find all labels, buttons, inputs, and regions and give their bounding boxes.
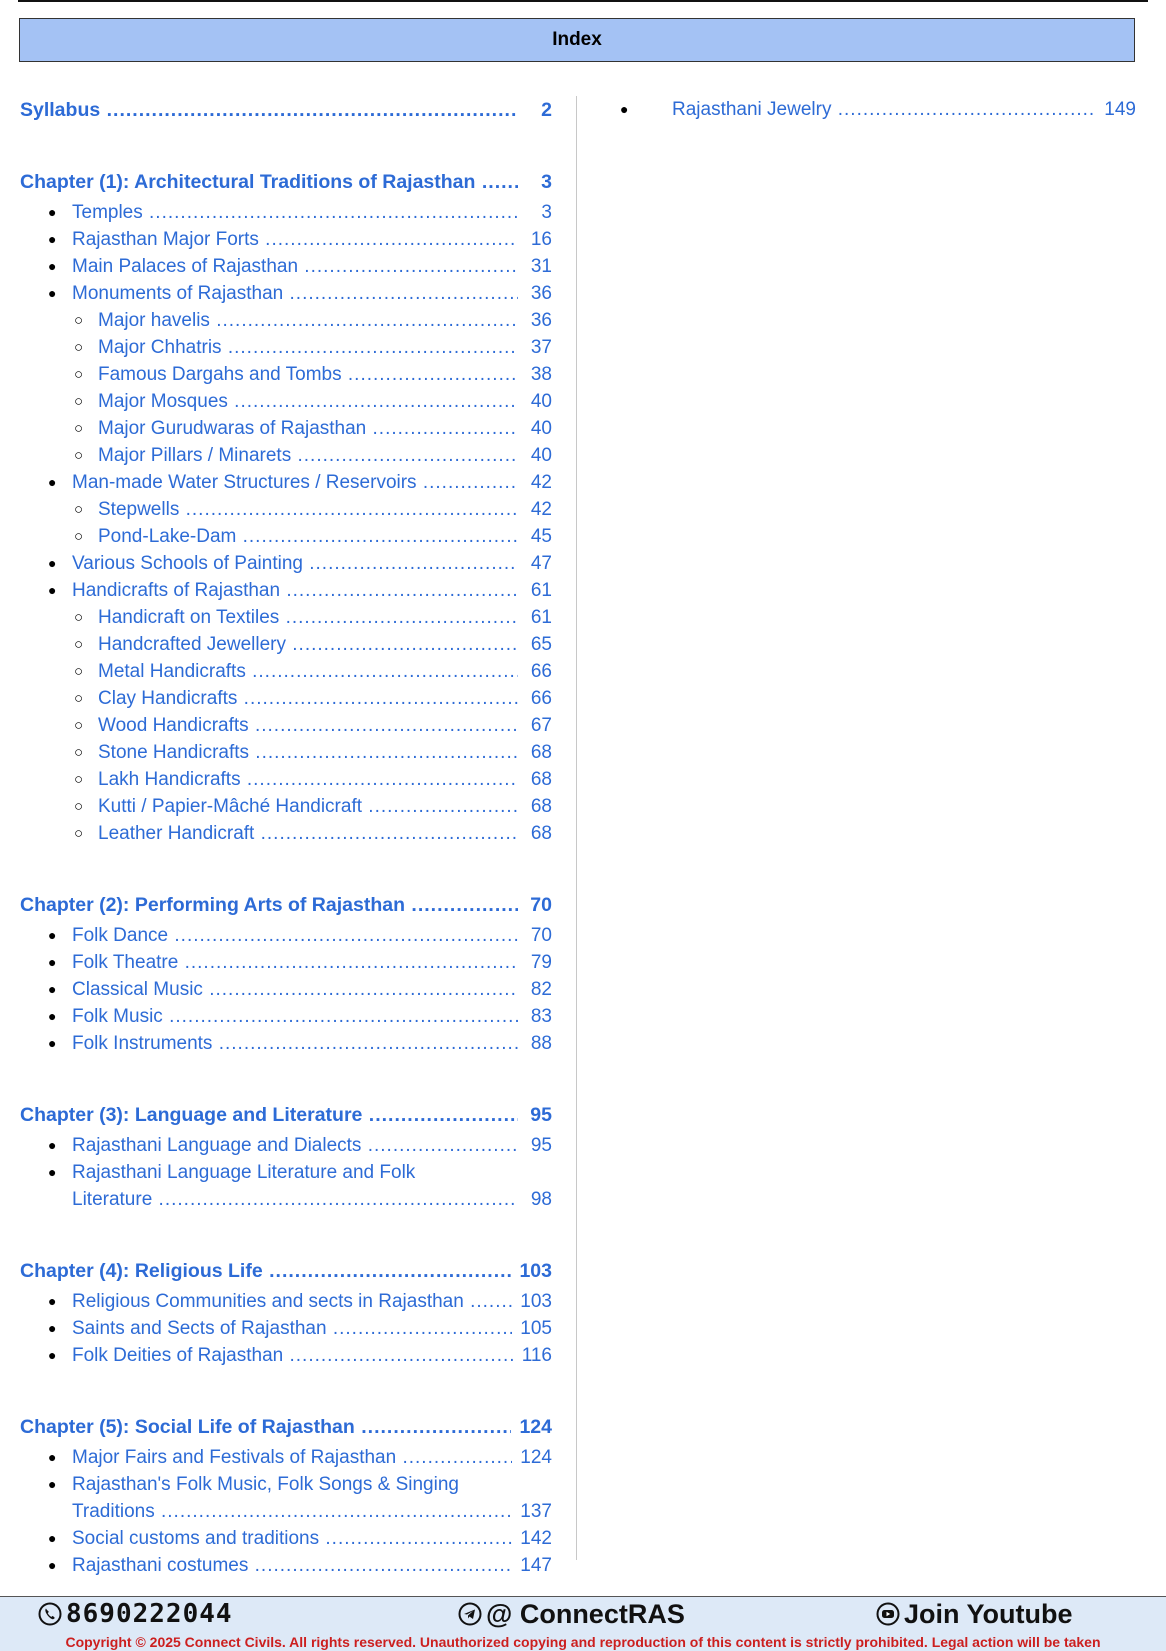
- toc-subitem[interactable]: [20, 334, 552, 361]
- toc-item[interactable]: [20, 253, 552, 280]
- bullet-icon: ●: [48, 1164, 57, 1180]
- chapter-heading[interactable]: [20, 891, 552, 919]
- page-number: 38: [530, 364, 552, 385]
- page-number: 98: [530, 1189, 552, 1210]
- toc-item[interactable]: [20, 280, 552, 307]
- toc-item[interactable]: [20, 1444, 552, 1471]
- chapter-heading[interactable]: [20, 96, 552, 124]
- bullet-icon: ●: [48, 981, 57, 997]
- entry-label: Man-made Water Structures / Reservoirs .....: [72, 469, 518, 496]
- page-number: 61: [530, 580, 552, 601]
- page-number: 68: [530, 823, 552, 844]
- page-number: 124: [519, 1416, 552, 1438]
- top-rule: [18, 0, 1148, 2]
- entry-label: Chapter (3): Language and Literature .....: [20, 1101, 518, 1129]
- entry-label: Kutti / Papier-Mâché Handicraft .....: [98, 793, 518, 820]
- page-number: 66: [530, 688, 552, 709]
- bullet-icon: ●: [620, 101, 629, 117]
- page-number: 103: [519, 1260, 552, 1282]
- entry-label: Stepwells .....: [98, 496, 518, 523]
- page-number: 124: [520, 1447, 552, 1468]
- entry-label: Saints and Sects of Rajasthan .....: [72, 1315, 512, 1342]
- page-number: 142: [520, 1528, 552, 1549]
- bullet-icon: ●: [48, 258, 57, 274]
- bullet-icon: ●: [48, 1137, 57, 1153]
- entry-label: Folk Instruments .....: [72, 1030, 518, 1057]
- entry-label: Temples .....: [72, 199, 518, 226]
- footer-telegram[interactable]: [458, 1597, 685, 1631]
- toc-item[interactable]: [20, 550, 552, 577]
- entry-label: Rajasthani costumes .....: [72, 1552, 512, 1579]
- hollow-bullet-icon: ○: [74, 447, 84, 464]
- entry-label: Handicrafts of Rajasthan .....: [72, 577, 518, 604]
- toc-item[interactable]: [20, 1132, 552, 1159]
- bullet-icon: ●: [48, 582, 57, 598]
- toc-item[interactable]: [20, 1342, 552, 1369]
- toc-subitem[interactable]: [20, 658, 552, 685]
- page-number: 3: [541, 171, 552, 193]
- hollow-bullet-icon: ○: [74, 609, 84, 626]
- page-number: 67: [530, 715, 552, 736]
- column-divider: [576, 96, 577, 1560]
- toc-item[interactable]: [20, 922, 552, 949]
- bullet-icon: ●: [48, 231, 57, 247]
- entry-label: Major havelis .....: [98, 307, 518, 334]
- entry-label: Handicraft on Textiles .....: [98, 604, 518, 631]
- page-number: 147: [520, 1555, 552, 1576]
- page-number: 65: [530, 634, 552, 655]
- phone-number: 8690222044: [66, 1599, 233, 1629]
- entry-label: Major Fairs and Festivals of Rajasthan .....: [72, 1444, 512, 1471]
- toc-item[interactable]: [20, 577, 552, 604]
- toc-item[interactable]: [20, 1288, 552, 1315]
- toc-item[interactable]: [20, 1030, 552, 1057]
- toc-subitem[interactable]: [20, 523, 552, 550]
- entry-label: Chapter (4): Religious Life .....: [20, 1257, 511, 1285]
- page-number: 137: [520, 1501, 552, 1522]
- entry-label: Major Mosques .....: [98, 388, 518, 415]
- page-number: 70: [530, 894, 552, 916]
- toc-item[interactable]: [20, 1471, 552, 1498]
- chapter-heading[interactable]: [20, 1413, 552, 1441]
- page-number: 36: [530, 310, 552, 331]
- toc-item-continuation[interactable]: [20, 1498, 552, 1525]
- hollow-bullet-icon: ○: [74, 744, 84, 761]
- entry-label: Famous Dargahs and Tombs .....: [98, 361, 518, 388]
- chapter-heading[interactable]: [20, 1257, 552, 1285]
- page-number: 105: [520, 1318, 552, 1339]
- page-number: 70: [530, 925, 552, 946]
- entry-label: Chapter (2): Performing Arts of Rajasthan .....: [20, 891, 518, 919]
- page-number: 66: [530, 661, 552, 682]
- entry-label: Monuments of Rajasthan .....: [72, 280, 518, 307]
- toc-item[interactable]: [20, 226, 552, 253]
- toc-subitem[interactable]: [20, 442, 552, 469]
- entry-label: Major Gurudwaras of Rajasthan .....: [98, 415, 518, 442]
- copyright-notice: Copyright © 2025 Connect Civils. All rights reserved. Unauthorized copying and reproduction of this content is strictly prohibited. Legal action will be taken: [65, 1634, 1101, 1650]
- toc-subitem[interactable]: [20, 604, 552, 631]
- toc-subitem[interactable]: [20, 766, 552, 793]
- page-number: 83: [530, 1006, 552, 1027]
- entry-label: Various Schools of Painting .....: [72, 550, 518, 577]
- hollow-bullet-icon: ○: [74, 420, 84, 437]
- chapter-block: [20, 1101, 552, 1213]
- entry-label: Syllabus .....: [20, 96, 518, 124]
- page-number: 79: [530, 952, 552, 973]
- hollow-bullet-icon: ○: [74, 636, 84, 653]
- toc-subitem[interactable]: [20, 739, 552, 766]
- page-number: 40: [530, 391, 552, 412]
- bullet-icon: ●: [48, 1293, 57, 1309]
- chapter-block: [20, 1257, 552, 1369]
- page-number: 31: [530, 256, 552, 277]
- toc-subitem[interactable]: [20, 631, 552, 658]
- chapter-block: [20, 96, 552, 124]
- page-number: 95: [530, 1104, 552, 1126]
- hollow-bullet-icon: ○: [74, 312, 84, 329]
- entry-label: Wood Handicrafts .....: [98, 712, 518, 739]
- hollow-bullet-icon: ○: [74, 528, 84, 545]
- hollow-bullet-icon: ○: [74, 771, 84, 788]
- telegram-handle: @ ConnectRAS: [486, 1598, 685, 1629]
- page-number: 61: [530, 607, 552, 628]
- bullet-icon: ●: [48, 555, 57, 571]
- page-number: 68: [530, 742, 552, 763]
- page-number: 40: [530, 418, 552, 439]
- youtube-label: Join Youtube: [904, 1598, 1073, 1629]
- entry-label: Folk Music .....: [72, 1003, 518, 1030]
- entry-label: Chapter (1): Architectural Traditions of Rajasthan .....: [20, 168, 518, 196]
- toc-subitem[interactable]: [20, 388, 552, 415]
- entry-label: Rajasthani Language Literature and Folk: [72, 1162, 416, 1183]
- index-header: [19, 18, 1135, 62]
- bullet-icon: ●: [48, 1476, 57, 1492]
- toc-item[interactable]: [20, 199, 552, 226]
- bullet-icon: ●: [48, 927, 57, 943]
- hollow-bullet-icon: ○: [74, 825, 84, 842]
- telegram-icon: [458, 1602, 482, 1626]
- page-number: 116: [521, 1345, 552, 1366]
- toc-item[interactable]: [20, 1315, 552, 1342]
- chapter-heading[interactable]: [20, 168, 552, 196]
- bullet-icon: ●: [48, 204, 57, 220]
- hollow-bullet-icon: ○: [74, 690, 84, 707]
- entry-label: Metal Handicrafts .....: [98, 658, 518, 685]
- bullet-icon: ●: [48, 285, 57, 301]
- hollow-bullet-icon: ○: [74, 717, 84, 734]
- footer-phone[interactable]: [38, 1597, 233, 1631]
- toc-item[interactable]: [20, 1525, 552, 1552]
- entry-label: Traditions .....: [72, 1498, 512, 1525]
- bullet-icon: ●: [48, 954, 57, 970]
- toc-item-continuation[interactable]: [20, 1186, 552, 1213]
- footer: [0, 1596, 1166, 1651]
- page-number: 82: [530, 979, 552, 1000]
- page-number: 45: [530, 526, 552, 547]
- page-number: 42: [530, 472, 552, 493]
- toc-left-column: [20, 96, 552, 1579]
- bullet-icon: ●: [48, 1449, 57, 1465]
- entry-label: Religious Communities and sects in Rajasthan .....: [72, 1288, 512, 1315]
- chapter-block: [20, 168, 552, 847]
- page-number: 68: [530, 769, 552, 790]
- entry-label: Pond-Lake-Dam .....: [98, 523, 518, 550]
- entry-label: Folk Theatre .....: [72, 949, 518, 976]
- page-number: 149: [1104, 99, 1136, 120]
- hollow-bullet-icon: ○: [74, 663, 84, 680]
- toc-subitem[interactable]: [20, 415, 552, 442]
- page-number: 16: [530, 229, 552, 250]
- toc-item[interactable]: [620, 96, 1136, 123]
- hollow-bullet-icon: ○: [74, 339, 84, 356]
- index-title: Index: [552, 29, 602, 50]
- hollow-bullet-icon: ○: [74, 366, 84, 383]
- hollow-bullet-icon: ○: [74, 501, 84, 518]
- page-number: 2: [541, 99, 552, 121]
- hollow-bullet-icon: ○: [74, 798, 84, 815]
- bullet-icon: ●: [48, 1008, 57, 1024]
- toc-item[interactable]: [20, 1552, 552, 1579]
- page-number: 37: [530, 337, 552, 358]
- entry-label: Rajasthan Major Forts .....: [72, 226, 518, 253]
- page-number: 88: [530, 1033, 552, 1054]
- toc-subitem[interactable]: [20, 307, 552, 334]
- chapter-heading[interactable]: [20, 1101, 552, 1129]
- entry-label: Literature .....: [72, 1186, 518, 1213]
- bullet-icon: ●: [48, 474, 57, 490]
- bullet-icon: ●: [48, 1557, 57, 1573]
- entry-label: Folk Deities of Rajasthan .....: [72, 1342, 514, 1369]
- entry-label: Stone Handicrafts .....: [98, 739, 518, 766]
- youtube-icon: [876, 1602, 900, 1626]
- entry-label: Clay Handicrafts .....: [98, 685, 518, 712]
- entry-label: Chapter (5): Social Life of Rajasthan .....: [20, 1413, 511, 1441]
- toc-item[interactable]: [20, 949, 552, 976]
- page-number: 95: [530, 1135, 552, 1156]
- page-number: 3: [541, 202, 552, 223]
- entry-label: Major Pillars / Minarets .....: [98, 442, 518, 469]
- toc-right-column: [620, 96, 1136, 123]
- entry-label: Classical Music .....: [72, 976, 518, 1003]
- entry-label: Rajasthani Language and Dialects .....: [72, 1132, 518, 1159]
- entry-label: Social customs and traditions .....: [72, 1525, 512, 1552]
- toc-subitem[interactable]: [20, 712, 552, 739]
- bullet-icon: ●: [48, 1320, 57, 1336]
- toc-item[interactable]: [20, 1003, 552, 1030]
- page-number: 103: [520, 1291, 552, 1312]
- chapter-block: [20, 891, 552, 1057]
- toc-subitem[interactable]: [20, 361, 552, 388]
- toc-subitem[interactable]: [20, 820, 552, 847]
- page-number: 36: [530, 283, 552, 304]
- toc-item[interactable]: [20, 976, 552, 1003]
- entry-label: Rajasthani Jewelry .....: [672, 96, 1096, 123]
- chapter-block: [20, 1413, 552, 1579]
- entry-label: Handcrafted Jewellery .....: [98, 631, 518, 658]
- toc-subitem[interactable]: [20, 793, 552, 820]
- hollow-bullet-icon: ○: [74, 393, 84, 410]
- entry-label: Main Palaces of Rajasthan .....: [72, 253, 518, 280]
- page-number: 47: [530, 553, 552, 574]
- entry-label: Leather Handicraft .....: [98, 820, 518, 847]
- toc-item[interactable]: [20, 469, 552, 496]
- entry-label: Lakh Handicrafts .....: [98, 766, 518, 793]
- entry-label: Major Chhatris .....: [98, 334, 518, 361]
- toc-subitem[interactable]: [20, 685, 552, 712]
- bullet-icon: ●: [48, 1035, 57, 1051]
- page-number: 42: [530, 499, 552, 520]
- toc-item[interactable]: [20, 1159, 552, 1186]
- page-number: 40: [530, 445, 552, 466]
- footer-youtube[interactable]: [876, 1597, 1073, 1631]
- bullet-icon: ●: [48, 1530, 57, 1546]
- toc-subitem[interactable]: [20, 496, 552, 523]
- bullet-icon: ●: [48, 1347, 57, 1363]
- entry-label: Rajasthan's Folk Music, Folk Songs & Singing: [72, 1474, 459, 1495]
- phone-icon: [38, 1602, 62, 1626]
- page-number: 68: [530, 796, 552, 817]
- entry-label: Folk Dance .....: [72, 922, 518, 949]
